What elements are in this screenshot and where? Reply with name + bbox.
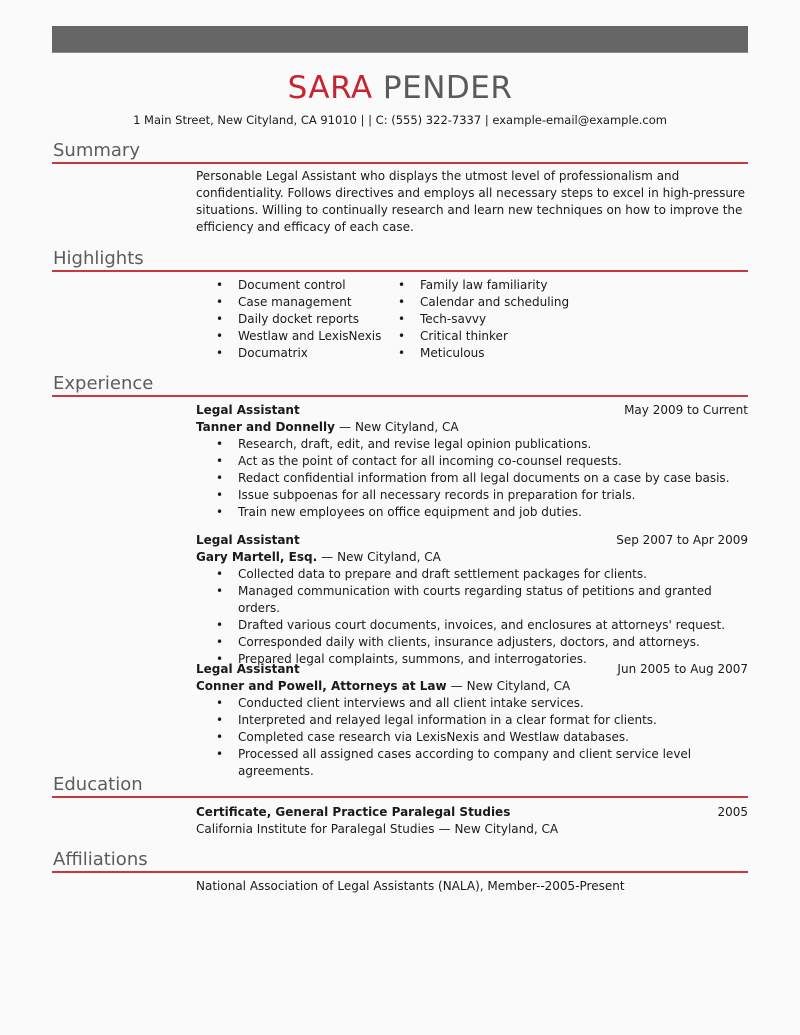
job-dates: Jun 2005 to Aug 2007 <box>617 662 748 676</box>
list-item <box>216 617 748 634</box>
job-duties <box>196 436 748 521</box>
duty-text: Managed communication with courts regarding status of petitions and granted orders. <box>238 584 712 615</box>
job-duties <box>196 566 748 668</box>
highlight-text: Calendar and scheduling <box>420 295 570 309</box>
bullet-icon: • <box>398 278 406 292</box>
highlight-text: Meticulous <box>420 346 485 360</box>
affiliation-text: National Association of Legal Assistants (NALA), Member--2005-Present <box>196 879 625 893</box>
school-location: New Cityland, CA <box>454 822 559 836</box>
job-entry <box>196 402 748 521</box>
bullet-icon: • <box>216 454 224 468</box>
list-item <box>216 504 748 521</box>
bullet-icon: • <box>398 346 406 360</box>
header-bar <box>52 26 748 53</box>
highlights-left-list <box>216 277 381 362</box>
bullet-icon: • <box>216 730 224 744</box>
highlight-text: Family law familiarity <box>420 278 548 292</box>
bullet-icon: • <box>216 329 224 343</box>
job-location: New Cityland, CA <box>354 420 459 434</box>
list-item <box>216 328 381 345</box>
highlights-right-list <box>398 277 569 362</box>
bullet-icon: • <box>398 312 406 326</box>
degree: Certificate, General Practice Paralegal Studies <box>196 805 511 819</box>
highlight-text: Critical thinker <box>420 329 508 343</box>
contact-info: 1 Main Street, New Cityland, CA 91010 | | C: (555) 322-7337 | example-email@example.com <box>133 113 667 127</box>
list-item <box>216 487 748 504</box>
section-title: Summary <box>53 140 140 161</box>
list-item <box>398 345 569 362</box>
highlight-text: Document control <box>238 278 346 292</box>
section-highlights-heading <box>52 248 748 272</box>
bullet-icon: • <box>216 471 224 485</box>
bullet-icon: • <box>216 505 224 519</box>
first-name: SARA <box>287 70 373 106</box>
section-title: Highlights <box>53 248 144 269</box>
dash-separator: — <box>450 679 463 693</box>
last-name: PENDER <box>382 70 513 106</box>
bullet-icon: • <box>216 567 224 581</box>
education-entry <box>196 804 748 838</box>
duty-text: Processed all assigned cases according to company and client service level agreements. <box>238 747 692 778</box>
list-item <box>398 311 569 328</box>
duty-text: Collected data to prepare and draft settlement packages for clients. <box>238 567 647 581</box>
duty-text: Research, draft, edit, and revise legal opinion publications. <box>238 437 592 451</box>
highlight-text: Tech-savvy <box>420 312 487 326</box>
duty-text: Corresponded daily with clients, insurance adjusters, doctors, and attorneys. <box>238 635 700 649</box>
section-title: Affiliations <box>53 849 148 870</box>
dash-separator: — <box>438 822 451 836</box>
bullet-icon: • <box>216 312 224 326</box>
bullet-icon: • <box>216 584 224 598</box>
bullet-icon: • <box>216 618 224 632</box>
section-title: Education <box>53 774 143 795</box>
graduation-year: 2005 <box>717 805 748 819</box>
duty-text: Issue subpoenas for all necessary records in preparation for trials. <box>238 488 636 502</box>
job-title: Legal Assistant <box>196 662 300 676</box>
section-experience-heading <box>52 373 748 397</box>
bullet-icon: • <box>216 747 224 761</box>
list-item <box>398 294 569 311</box>
highlight-text: Documatrix <box>238 346 308 360</box>
duty-text: Conducted client interviews and all client intake services. <box>238 696 584 710</box>
duty-text: Prepared legal complaints, summons, and interrogatories. <box>238 652 587 666</box>
job-title: Legal Assistant <box>196 403 300 417</box>
duty-text: Completed case research via LexisNexis and Westlaw databases. <box>238 730 629 744</box>
bullet-icon: • <box>216 278 224 292</box>
candidate-name <box>0 70 800 106</box>
duty-text: Redact confidential information from all legal documents on a case by case basis. <box>238 471 730 485</box>
bullet-icon: • <box>216 696 224 710</box>
section-affiliations-heading <box>52 849 748 873</box>
job-location: New Cityland, CA <box>466 679 571 693</box>
highlight-text: Daily docket reports <box>238 312 360 326</box>
list-item <box>216 294 381 311</box>
bullet-icon: • <box>216 713 224 727</box>
list-item <box>398 277 569 294</box>
company-name: Tanner and Donnelly <box>196 420 335 434</box>
company-name: Conner and Powell, Attorneys at Law <box>196 679 447 693</box>
bullet-icon: • <box>398 295 406 309</box>
school-name: California Institute for Paralegal Studies <box>196 822 435 836</box>
list-item <box>216 712 748 729</box>
section-education-heading <box>52 774 748 798</box>
bullet-icon: • <box>216 295 224 309</box>
dash-separator: — <box>321 550 334 564</box>
summary-text: Personable Legal Assistant who displays the utmost level of professionalism and confidentiality. Follows directives and employs all necessary steps to excel in high-pressure situations. Willing to continually research and learn new techniques on how to improve the efficiency and efficacy of each case. <box>196 169 745 234</box>
job-dates: May 2009 to Current <box>624 403 748 417</box>
bullet-icon: • <box>398 329 406 343</box>
section-title: Experience <box>53 373 154 394</box>
bullet-icon: • <box>216 437 224 451</box>
list-item <box>216 695 748 712</box>
list-item <box>216 277 381 294</box>
list-item <box>216 583 748 617</box>
job-dates: Sep 2007 to Apr 2009 <box>616 533 748 547</box>
bullet-icon: • <box>216 635 224 649</box>
company-name: Gary Martell, Esq. <box>196 550 318 564</box>
list-item <box>216 566 748 583</box>
dash-separator: — <box>338 420 351 434</box>
job-entry <box>196 661 748 780</box>
list-item <box>216 436 748 453</box>
list-item <box>216 345 381 362</box>
list-item <box>216 470 748 487</box>
section-summary-heading <box>52 140 748 164</box>
list-item <box>216 634 748 651</box>
job-entry <box>196 532 748 668</box>
job-duties <box>196 695 748 780</box>
highlight-text: Westlaw and LexisNexis <box>238 329 382 343</box>
bullet-icon: • <box>216 346 224 360</box>
duty-text: Train new employees on office equipment and job duties. <box>238 505 582 519</box>
duty-text: Act as the point of contact for all incoming co-counsel requests. <box>238 454 622 468</box>
job-location: New Cityland, CA <box>337 550 441 564</box>
bullet-icon: • <box>216 488 224 502</box>
list-item <box>216 311 381 328</box>
list-item <box>216 729 748 746</box>
list-item <box>398 328 569 345</box>
bullet-icon: • <box>216 652 224 666</box>
job-title: Legal Assistant <box>196 533 300 547</box>
duty-text: Drafted various court documents, invoices, and enclosures at attorneys' request. <box>238 618 726 632</box>
duty-text: Interpreted and relayed legal information in a clear format for clients. <box>238 713 657 727</box>
list-item <box>216 453 748 470</box>
highlight-text: Case management <box>238 295 352 309</box>
